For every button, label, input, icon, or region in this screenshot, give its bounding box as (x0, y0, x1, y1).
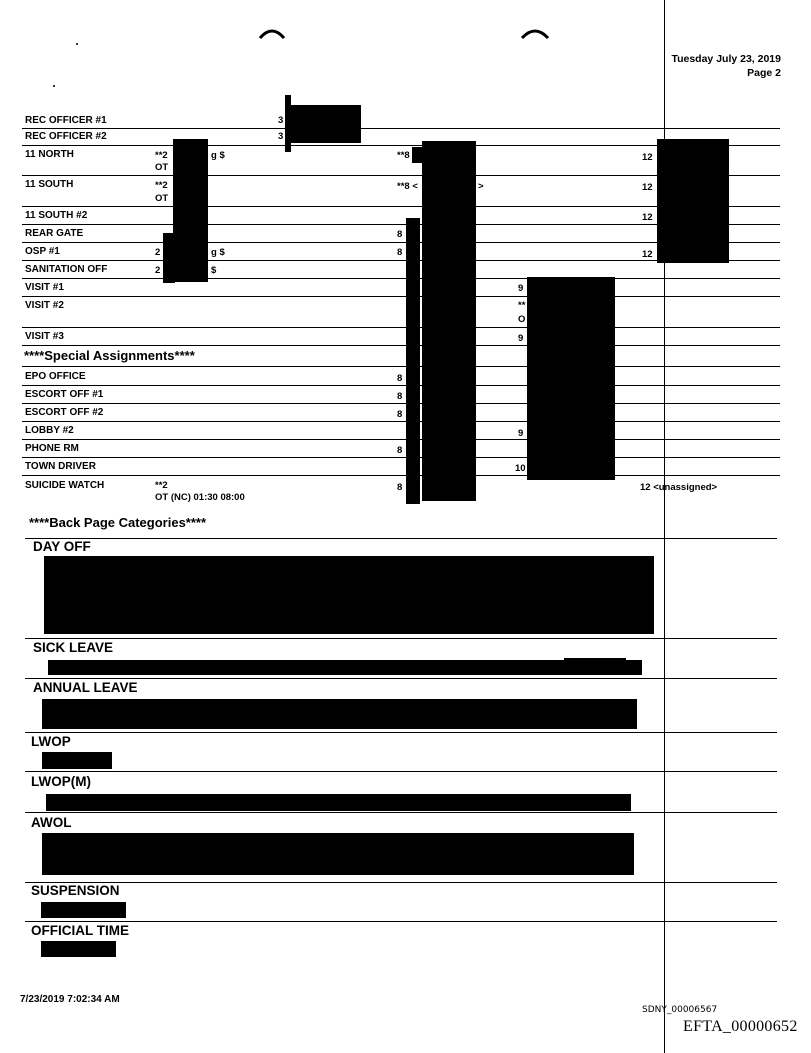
s11b-col3: 12 (642, 212, 653, 223)
s11-col2-suffix: > (478, 181, 484, 192)
osp-col3: 12 (642, 249, 653, 260)
osp-col2: 8 (397, 247, 403, 258)
rule (22, 475, 780, 476)
s11-col1: **2 (155, 180, 168, 191)
esc1-col2: 8 (397, 391, 403, 402)
post-escort-off-1: ESCORT OFF #1 (25, 389, 104, 400)
rule (22, 296, 780, 297)
rule (22, 457, 780, 458)
post-lobby-2: LOBBY #2 (25, 425, 74, 436)
s11-col2: **8 < (397, 181, 418, 192)
bates-efta: EFTA_00000652 (683, 1018, 798, 1035)
rule (25, 732, 777, 733)
n11-col2: **8 (397, 150, 410, 161)
redaction-block (406, 218, 420, 504)
redaction-block (41, 941, 116, 957)
rule (25, 771, 777, 772)
rule (22, 439, 780, 440)
header-page: Page 2 (747, 67, 781, 79)
hole-punch-mark-right (520, 26, 550, 45)
esc2-col2: 8 (397, 409, 403, 420)
post-visit-3: VISIT #3 (25, 331, 64, 342)
special-assignments-header: ****Special Assignments**** (24, 348, 195, 363)
redaction-block (48, 660, 642, 675)
n11-col3: 12 (642, 152, 653, 163)
rule (25, 882, 777, 883)
redaction-block (527, 277, 615, 480)
lobby-mid: 9 (518, 428, 524, 439)
post-phone-rm: PHONE RM (25, 443, 79, 454)
hole-punch-mark-left (258, 26, 286, 45)
n11-col1: **2 (155, 150, 168, 161)
redaction-block (42, 752, 112, 769)
redaction-block (564, 658, 626, 662)
category-suspension: SUSPENSION (31, 883, 120, 898)
category-official-time: OFFICIAL TIME (31, 923, 129, 938)
s11-col3: 12 (642, 182, 653, 193)
rule (25, 678, 777, 679)
rule (25, 921, 777, 922)
san-col1-suffix: $ (211, 265, 217, 276)
redaction-block (422, 141, 476, 501)
visit2-mid-2: O (518, 314, 526, 325)
redaction-block (44, 556, 654, 634)
redaction-block (163, 233, 175, 283)
visit2-mid: ** (518, 300, 526, 311)
sw-col2: 8 (397, 482, 403, 493)
redaction-block (657, 139, 729, 263)
rule (22, 327, 780, 328)
rule (25, 812, 777, 813)
category-lwop: LWOP (31, 734, 71, 749)
redaction-block (41, 902, 126, 918)
post-visit-2: VISIT #2 (25, 300, 64, 311)
redaction-block (173, 139, 208, 282)
epo-col2: 8 (397, 373, 403, 384)
print-timestamp: 7/23/2019 7:02:34 AM (20, 994, 120, 1005)
n11-col1-ot: OT (155, 162, 169, 173)
post-epo-office: EPO OFFICE (25, 371, 86, 382)
rule (25, 538, 777, 539)
category-day-off: DAY OFF (33, 539, 91, 554)
redaction-block (288, 105, 361, 143)
post-11-north: 11 NORTH (25, 149, 74, 160)
post-sanitation-off: SANITATION OFF (25, 264, 108, 275)
sw-col1-ot: OT (NC) 01:30 08:00 (155, 492, 245, 503)
san-col1: 2 (155, 265, 161, 276)
s11-col1-ot: OT (155, 193, 169, 204)
rear-col2: 8 (397, 229, 403, 240)
visit3-mid: 9 (518, 333, 524, 344)
rule (22, 421, 780, 422)
rule (22, 403, 780, 404)
post-11-south: 11 SOUTH (25, 179, 74, 190)
redaction-block (412, 147, 424, 163)
rule (22, 128, 780, 129)
visit1-mid: 9 (518, 283, 524, 294)
post-town-driver: TOWN DRIVER (25, 461, 96, 472)
post-suicide-watch: SUICIDE WATCH (25, 480, 105, 491)
category-sick-leave: SICK LEAVE (33, 640, 114, 655)
category-lwop-m: LWOP(M) (31, 774, 91, 789)
town-mid: 10 (515, 463, 526, 474)
post-osp-1: OSP #1 (25, 246, 60, 257)
rec2-mid: 3 (278, 131, 284, 142)
speck-1 (76, 43, 78, 45)
post-visit-1: VISIT #1 (25, 282, 64, 293)
post-rec-officer-1: REC OFFICER #1 (25, 115, 107, 126)
phone-col2: 8 (397, 445, 403, 456)
category-awol: AWOL (31, 815, 72, 830)
n11-col1-suffix: g $ (211, 150, 225, 161)
osp-col1: 2 (155, 247, 161, 258)
post-rec-officer-2: REC OFFICER #2 (25, 131, 107, 142)
category-annual-leave: ANNUAL LEAVE (33, 680, 138, 695)
speck-2 (53, 85, 55, 87)
redaction-block (42, 833, 634, 875)
rule (22, 345, 780, 346)
header-date: Tuesday July 23, 2019 (671, 53, 781, 65)
rule (22, 385, 780, 386)
osp-col1-suffix: g $ (211, 247, 225, 258)
post-escort-off-2: ESCORT OFF #2 (25, 407, 104, 418)
rule (22, 366, 780, 367)
rule (22, 278, 780, 279)
bates-sdny: SDNY_00006567 (642, 1005, 718, 1015)
redaction-block (42, 699, 637, 729)
redaction-block (46, 794, 631, 811)
post-11-south-2: 11 SOUTH #2 (25, 210, 88, 221)
sw-col1: **2 (155, 480, 168, 491)
sw-col3: 12 <unassigned> (640, 482, 718, 493)
back-page-header: ****Back Page Categories**** (29, 515, 207, 530)
rule (25, 638, 777, 639)
rec1-mid: 3 (278, 115, 284, 126)
post-rear-gate: REAR GATE (25, 228, 84, 239)
